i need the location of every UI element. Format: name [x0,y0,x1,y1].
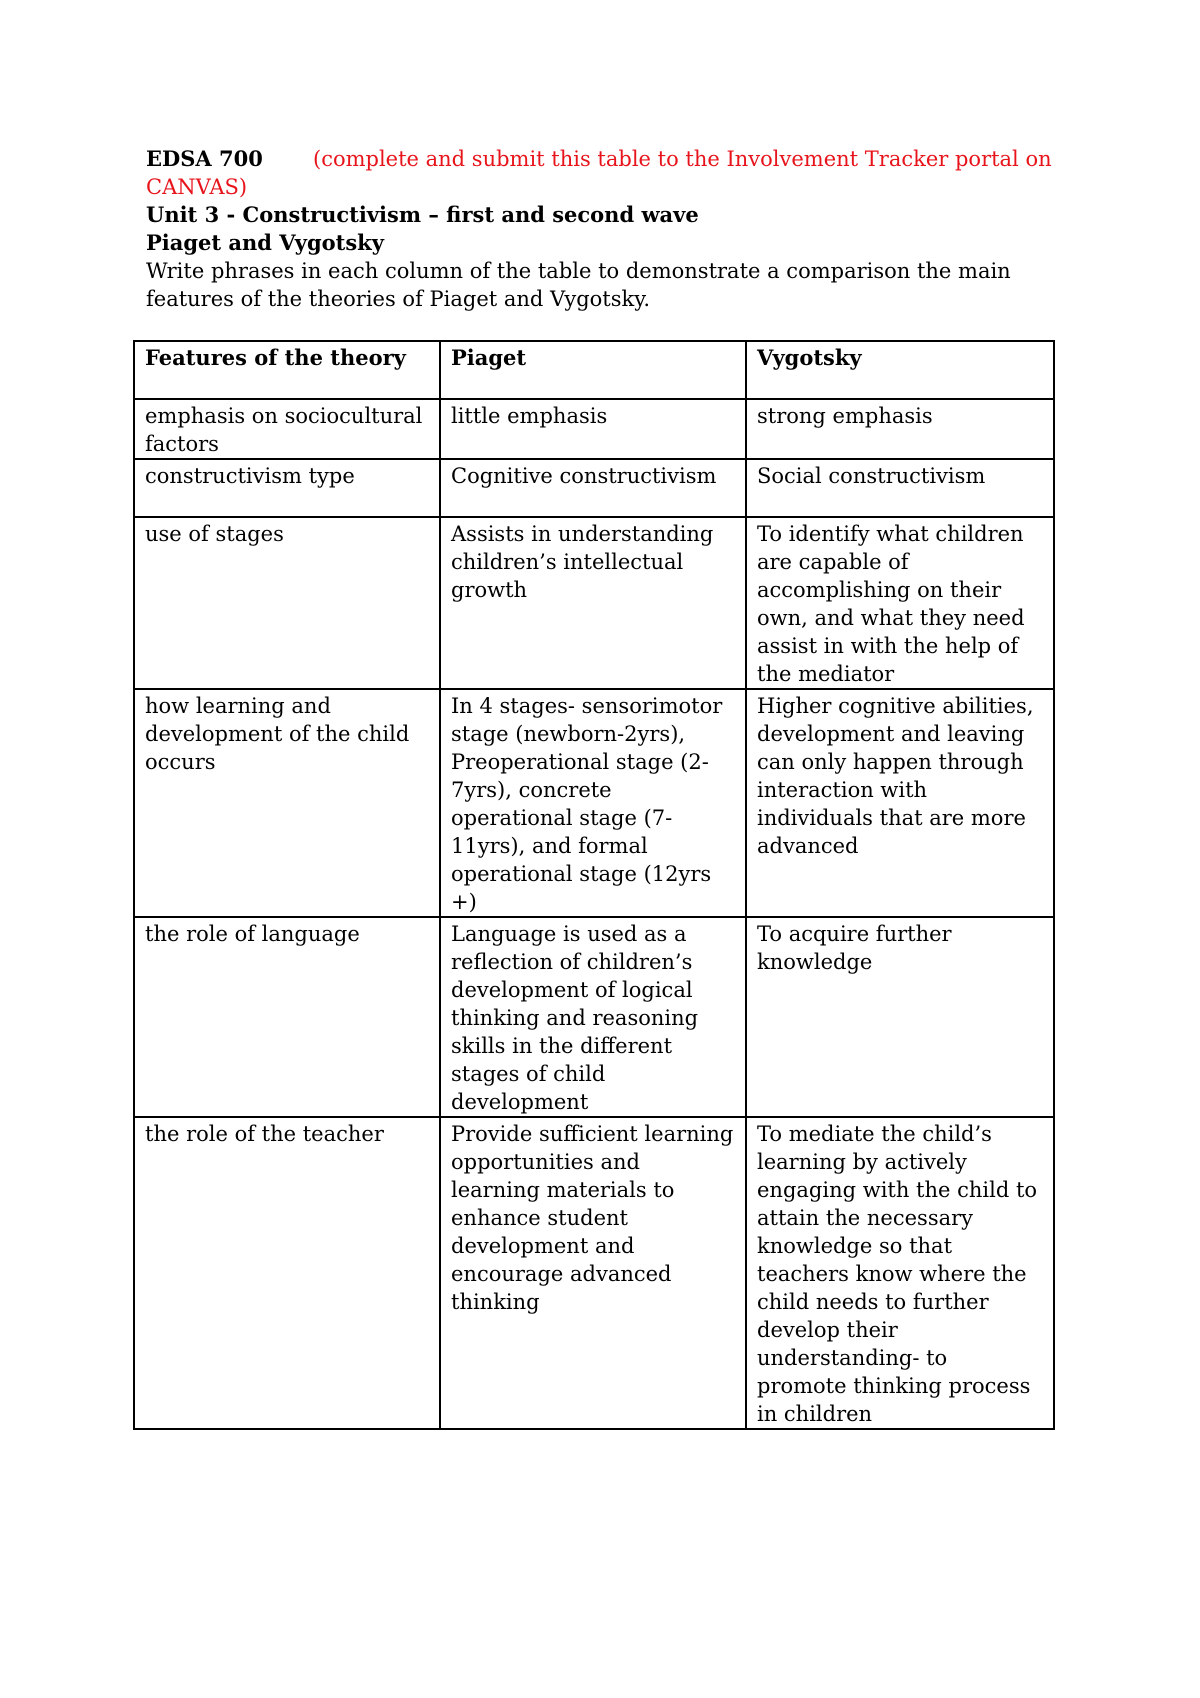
piaget-cell: Assists in understanding children’s intellectual growth [440,517,746,689]
intro-text: Write phrases in each column of the table to demonstrate a comparison the main features of the theories of Piaget and Vygotsky. [146,259,1011,311]
feature-cell: constructivism type [134,459,440,517]
vygotsky-cell: To identify what children are capable of accomplishing on their own, and what they need assist in with the help of the mediator [746,517,1054,689]
document-header [146,145,1076,313]
header-piaget: Piaget [440,341,746,399]
subtitle: Piaget and Vygotsky [146,230,384,255]
comparison-table [133,340,1055,1430]
table-header-row [134,341,1054,399]
feature-cell: how learning and development of the child occurs [134,689,440,917]
feature-cell: emphasis on sociocultural factors [134,399,440,459]
header-vygotsky: Vygotsky [746,341,1054,399]
submission-instruction: (complete and submit this table to the Involvement Tracker portal on CANVAS) [146,147,1052,199]
course-code: EDSA 700 [146,146,263,171]
unit-title: Unit 3 - Constructivism – first and second wave [146,202,699,227]
table-row [134,517,1054,689]
feature-cell: the role of language [134,917,440,1117]
table-row [134,917,1054,1117]
table-row [134,689,1054,917]
vygotsky-cell: To acquire further knowledge [746,917,1054,1117]
vygotsky-cell: Higher cognitive abilities, development and leaving can only happen through interaction with individuals that are more advanced [746,689,1054,917]
header-features: Features of the theory [134,341,440,399]
feature-cell: the role of the teacher [134,1117,440,1429]
piaget-cell: Cognitive constructivism [440,459,746,517]
feature-cell: use of stages [134,517,440,689]
vygotsky-cell: To mediate the child’s learning by actively engaging with the child to attain the necessary knowledge so that teachers know where the child needs to further develop their understanding- to promote thinking process in children [746,1117,1054,1429]
table-row [134,399,1054,459]
vygotsky-cell: strong emphasis [746,399,1054,459]
table-row [134,459,1054,517]
piaget-cell: In 4 stages- sensorimotor stage (newborn-2yrs), Preoperational stage (2-7yrs), concrete operational stage (7-11yrs), and formal operational stage (12yrs +) [440,689,746,917]
piaget-cell: Language is used as a reflection of children’s development of logical thinking and reasoning skills in the different stages of child development [440,917,746,1117]
piaget-cell: little emphasis [440,399,746,459]
vygotsky-cell: Social constructivism [746,459,1054,517]
table-row [134,1117,1054,1429]
course-line [146,145,1076,201]
piaget-cell: Provide sufficient learning opportunities and learning materials to enhance student development and encourage advanced thinking [440,1117,746,1429]
